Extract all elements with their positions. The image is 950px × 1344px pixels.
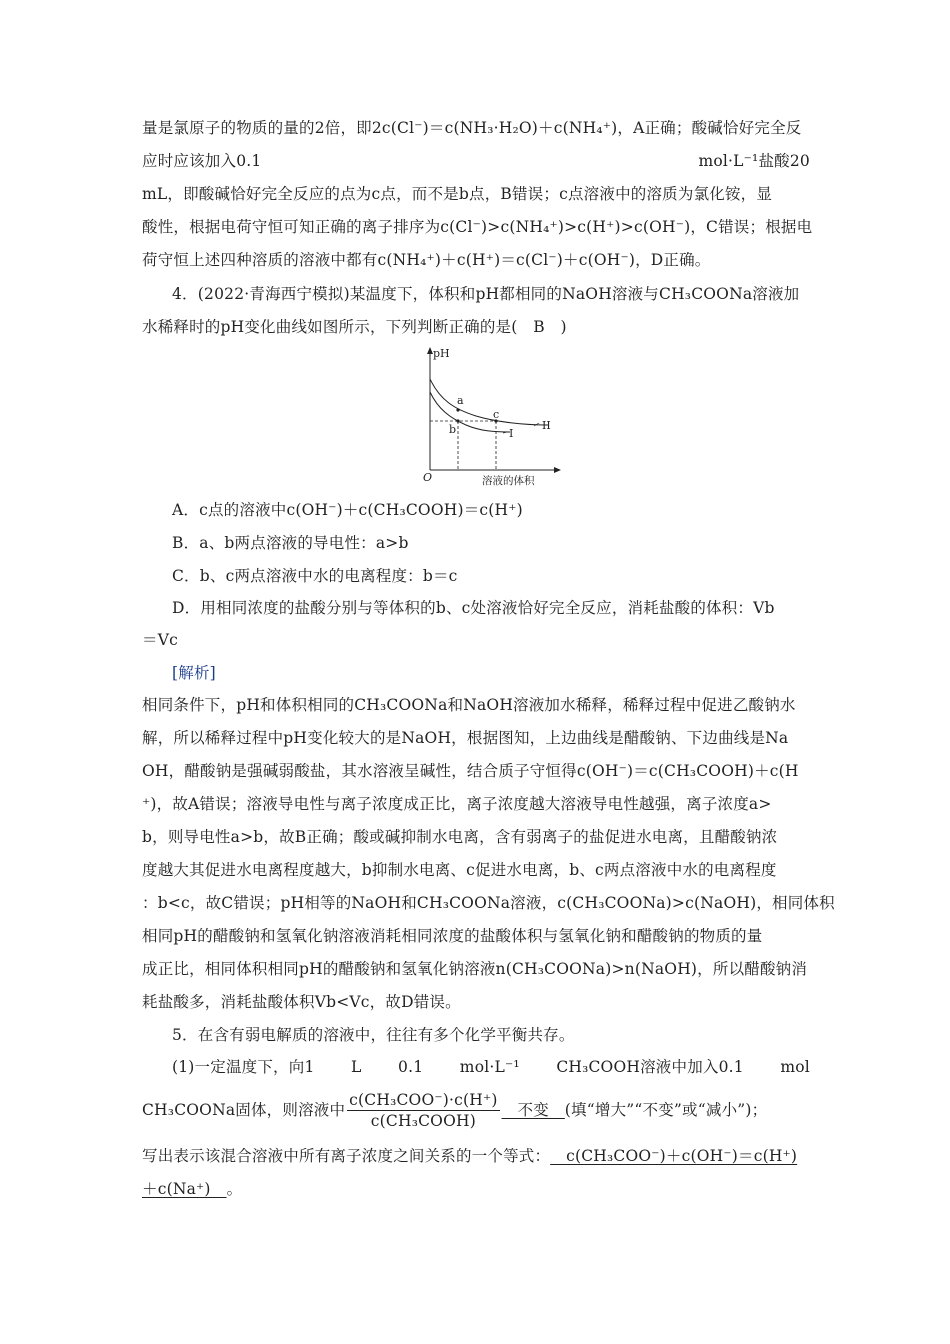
prev-explanation-line-5: 荷守恒上述四种溶质的溶液中都有c(NH₄⁺)＋c(H⁺)＝c(Cl⁻)＋c(OH⁻)，D正确。 — [142, 251, 711, 269]
curve-ii — [430, 379, 548, 425]
question-5-fraction-line — [142, 1090, 810, 1130]
fraction-numerator: c(CH₃COO⁻)·c(H⁺) — [349, 1090, 498, 1109]
origin-label: O — [423, 471, 433, 484]
analysis-line: ⁺)，故A错误；溶液导电性与离子浓度成正比，离子浓度越大溶液导电性越强，离子浓度a> — [142, 795, 772, 813]
question-4-source: (2022·青海西宁模拟) — [197, 285, 350, 303]
question-5-equation-line — [142, 1146, 810, 1166]
curve-ii-label: II — [542, 419, 551, 432]
curve-i-label: I — [509, 427, 514, 440]
analysis-line: 相同pH的醋酸钠和氢氧化钠溶液消耗相同浓度的盐酸体积与氢氧化钠和醋酸钠的物质的量 — [142, 927, 763, 945]
fraction-denominator: c(CH₃COOH) — [370, 1111, 476, 1130]
answer-blank-2-continued: ＋c(Na⁺)__ — [142, 1180, 227, 1198]
y-axis-label: pH — [433, 347, 450, 360]
prev-explanation-line-3: mL，即酸碱恰好完全反应的点为c点，而不是b点，B错误；c点溶液中的溶质为氯化铵，显 — [142, 185, 773, 203]
prev-explanation-line-2 — [142, 151, 810, 171]
option-d: D．用相同浓度的盐酸分别与等体积的b、c处溶液恰好完全反应，消耗盐酸的体积：Vb — [172, 599, 775, 617]
analysis-line: b，则导电性a>b，故B正确；酸或碱抑制水电离，含有弱离子的盐促进水电离，且醋酸钠浓 — [142, 828, 778, 846]
q5-p1-part: mol — [780, 1058, 810, 1076]
prev-explanation-line-2-left: 应时应该加入0.1 — [142, 152, 262, 170]
question-5-stem: 5．在含有弱电解质的溶液中，往往有多个化学平衡共存。 — [172, 1026, 575, 1044]
q5-p1-part: L — [351, 1058, 362, 1076]
question-4-stem-line-1 — [172, 284, 810, 304]
question-4-stem-text: 某温度下，体积和pH都相同的NaOH溶液与CH₃COONa溶液加 — [349, 285, 800, 303]
prev-explanation-line-1: 量是氯原子的物质的量的2倍，即2c(Cl⁻)＝c(NH₃·H₂O)＋c(NH₄⁺)，A正确；酸碱恰好完全反 — [142, 119, 802, 137]
prev-explanation-line-4: 酸性，根据电荷守恒可知正确的离子排序为c(Cl⁻)>c(NH₄⁺)>c(H⁺)>c(OH⁻)，C错误；根据电 — [142, 218, 813, 236]
q5-fraction-suffix: (填“增大”“不变”或“减小”)； — [564, 1101, 768, 1119]
analysis-line: 解，所以稀释过程中pH变化较大的是NaOH，根据图知，上边曲线是醋酸钠、下边曲线是Na — [142, 729, 789, 747]
point-b — [456, 419, 459, 422]
answer-blank-1: __不变__ — [501, 1101, 565, 1119]
ph-dilution-graph — [416, 344, 564, 486]
analysis-label: [解析] — [172, 664, 216, 682]
question-4-stem-line-2: 水稀释时的pH变化曲线如图所示，下列判断正确的是( B ) — [142, 318, 567, 336]
x-axis-arrow — [554, 467, 561, 473]
point-a — [456, 408, 459, 411]
option-a: A．c点的溶液中c(OH⁻)＋c(CH₃COOH)＝c(H⁺) — [172, 501, 523, 519]
point-b-label: b — [449, 423, 457, 436]
option-c: C．b、c两点溶液中水的电离程度：b＝c — [172, 567, 458, 585]
concentration-ratio-fraction — [347, 1091, 499, 1130]
question-4-number: 4． — [172, 285, 198, 303]
question-5-equation-continued — [142, 1179, 810, 1199]
analysis-line: 度越大其促进水电离程度越大，b抑制水电离、c促进水电离，b、c两点溶液中水的电离程度 — [142, 861, 777, 879]
q5-fraction-prefix: CH₃COONa固体，则溶液中 — [142, 1101, 346, 1119]
prev-explanation-line-2-right: mol·L⁻¹盐酸20 — [698, 152, 810, 170]
q5-end-punct: 。 — [226, 1180, 243, 1198]
q5-p1-part: 0.1 — [398, 1058, 424, 1076]
question-5-part-1-line — [172, 1057, 810, 1077]
q5-p1-part: (1)一定温度下，向1 — [172, 1058, 315, 1076]
q5-equation-prefix: 写出表示该混合溶液中所有离子浓度之间关系的一个等式： — [142, 1147, 551, 1165]
analysis-line: 耗盐酸多，消耗盐酸体积Vb<Vc，故D错误。 — [142, 993, 461, 1011]
point-c-label: c — [493, 408, 500, 421]
option-b: B．a、b两点溶液的导电性：a>b — [172, 534, 409, 552]
q5-p1-part: CH₃COOH溶液中加入0.1 — [556, 1058, 744, 1076]
option-d-continued: ＝Vc — [142, 631, 178, 649]
analysis-line: ：b<c，故C错误；pH相等的NaOH和CH₃COONa溶液，c(CH₃COONa)>c(NaOH)，相同体积 — [142, 894, 835, 912]
answer-blank-2: __c(CH₃COO⁻)＋c(OH⁻)＝c(H⁺) — [550, 1147, 798, 1165]
analysis-line: 相同条件下，pH和体积相同的CH₃COONa和NaOH溶液加水稀释，稀释过程中促进乙酸钠水 — [142, 696, 796, 714]
analysis-line: 成正比，相同体积相同pH的醋酸钠和氢氧化钠溶液n(CH₃COONa)>n(NaOH)，所以醋酸钠消 — [142, 960, 808, 978]
x-axis-label: 溶液的体积 — [482, 475, 535, 486]
analysis-line: OH，醋酸钠是强碱弱酸盐，其水溶液呈碱性，结合质子守恒得c(OH⁻)＝c(CH₃COOH)＋c(H — [142, 762, 799, 780]
point-a-label: a — [457, 394, 464, 407]
q5-p1-part: mol·L⁻¹ — [459, 1058, 520, 1076]
ph-graph-svg — [416, 344, 564, 486]
